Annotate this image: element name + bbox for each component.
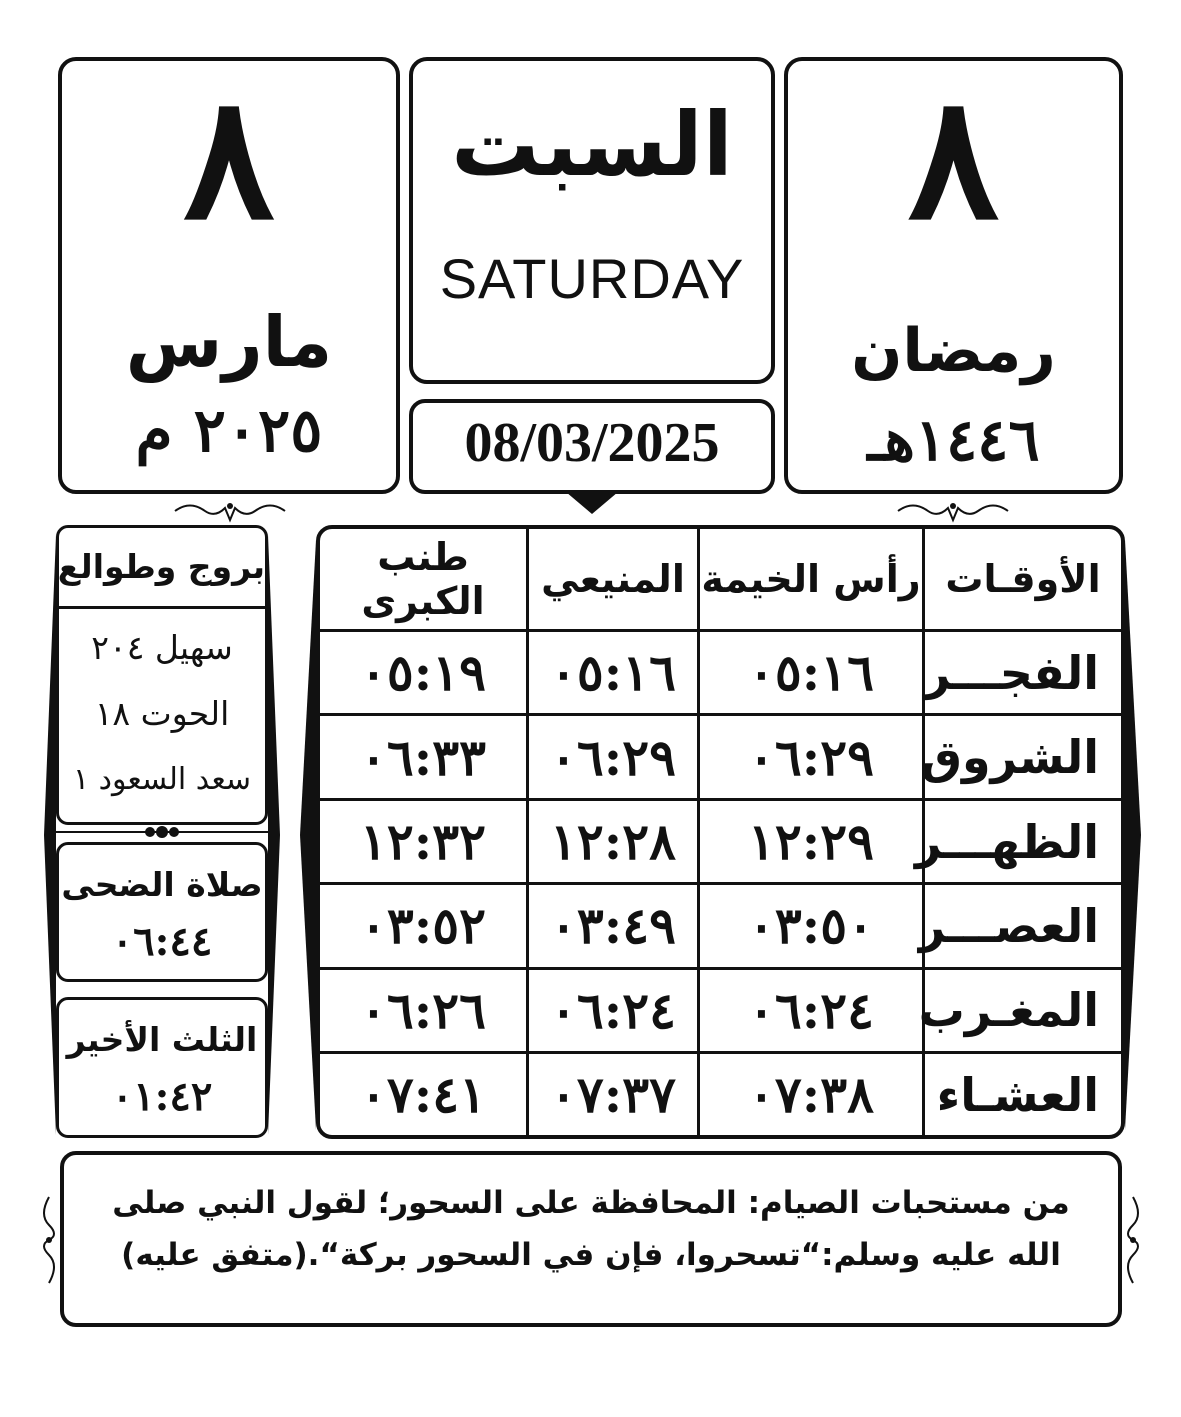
duha-title: صلاة الضحى bbox=[61, 865, 263, 904]
prayer-time: ٠٧:٤١ bbox=[320, 1053, 528, 1135]
prayer-time: ٠٦:٣٣ bbox=[320, 715, 528, 799]
header-ras-al-khaimah: رأس الخيمة bbox=[699, 529, 924, 631]
gregorian-day: ٨ bbox=[183, 58, 275, 258]
prayer-time: ٠٥:١٩ bbox=[320, 631, 528, 715]
last-third-time: ٠١:٤٢ bbox=[111, 1073, 213, 1120]
stars-item: سهيل ٢٠٤ bbox=[91, 628, 233, 667]
stars-item: الحوت ١٨ bbox=[94, 694, 230, 733]
hijri-month: رمضان bbox=[851, 316, 1056, 386]
hadith-box bbox=[60, 1151, 1122, 1327]
hijri-year: ١٤٤٦هـ bbox=[867, 406, 1040, 474]
last-third-title: الثلث الأخير bbox=[66, 1020, 258, 1059]
prayer-name: الظهـــر bbox=[924, 799, 1122, 883]
panel-divider-ornament bbox=[56, 822, 268, 842]
panel-side-ornament-right bbox=[266, 535, 282, 1135]
prayer-time: ٠٣:٥٠ bbox=[699, 884, 924, 968]
header-greater-tunb: طنب الكبرى bbox=[320, 529, 528, 631]
prayer-name: الشروق bbox=[924, 715, 1122, 799]
prayer-time: ٠٣:٥٢ bbox=[320, 884, 528, 968]
prayer-time: ٠٥:١٦ bbox=[699, 631, 924, 715]
prayer-time: ٠٦:٢٤ bbox=[528, 968, 699, 1052]
numeric-date-box bbox=[409, 399, 775, 494]
prayer-name: المغـرب bbox=[924, 968, 1122, 1052]
table-side-ornament-left bbox=[298, 540, 318, 1130]
weekday-english: SATURDAY bbox=[439, 247, 745, 310]
table-row bbox=[320, 631, 1121, 715]
hadith-text: من مستحبات الصيام: المحافظة على السحور؛ لقول النبي صلى الله عليه وسلم:“تسحروا، فإن في السحور بركة“.(متفق عليه) bbox=[112, 1185, 1070, 1273]
ornament-left bbox=[170, 498, 290, 524]
hijri-day: ٨ bbox=[907, 58, 1000, 258]
prayer-time: ٠٦:٢٩ bbox=[528, 715, 699, 799]
table-row bbox=[320, 884, 1121, 968]
stars-title: بروج وطوالع bbox=[59, 528, 265, 609]
duha-panel bbox=[56, 842, 268, 982]
prayer-times-table bbox=[316, 525, 1125, 1139]
last-third-panel bbox=[56, 997, 268, 1138]
stars-item: سعد السعود ١ bbox=[72, 762, 252, 797]
table-row bbox=[320, 799, 1121, 883]
header-times: الأوقـات bbox=[924, 529, 1122, 631]
prayer-name: الفجـــر bbox=[924, 631, 1122, 715]
gregorian-year: ٢٠٢٥ م bbox=[135, 396, 323, 466]
prayer-time: ٠٦:٢٩ bbox=[699, 715, 924, 799]
duha-time: ٠٦:٤٤ bbox=[111, 918, 213, 965]
prayer-time: ١٢:٢٩ bbox=[699, 799, 924, 883]
prayer-name: العصـــر bbox=[924, 884, 1122, 968]
numeric-date: 08/03/2025 bbox=[464, 412, 720, 474]
gregorian-month: مارس bbox=[125, 301, 333, 383]
stars-panel bbox=[56, 525, 268, 825]
prayer-time: ٠٣:٤٩ bbox=[528, 884, 699, 968]
weekday-arabic: السبت bbox=[451, 93, 733, 196]
table-row bbox=[320, 715, 1121, 799]
prayer-time: ١٢:٣٢ bbox=[320, 799, 528, 883]
hijri-date-box bbox=[784, 57, 1123, 494]
ornament-right bbox=[893, 498, 1013, 524]
prayer-time: ٠٧:٣٧ bbox=[528, 1053, 699, 1135]
table-side-ornament-right bbox=[1123, 540, 1143, 1130]
quote-ornament-right bbox=[1120, 1195, 1146, 1285]
weekday-box bbox=[409, 57, 775, 384]
date-pointer bbox=[566, 492, 618, 514]
quote-ornament-left bbox=[36, 1195, 62, 1285]
prayer-time: ٠٧:٣٨ bbox=[699, 1053, 924, 1135]
prayer-time: ١٢:٢٨ bbox=[528, 799, 699, 883]
prayer-name: العشـاء bbox=[924, 1053, 1122, 1135]
table-row bbox=[320, 968, 1121, 1052]
prayer-time: ٠٦:٢٦ bbox=[320, 968, 528, 1052]
prayer-time: ٠٦:٢٤ bbox=[699, 968, 924, 1052]
prayer-time: ٠٥:١٦ bbox=[528, 631, 699, 715]
header-munai: المنيعي bbox=[528, 529, 699, 631]
gregorian-date-box bbox=[58, 57, 400, 494]
table-row bbox=[320, 1053, 1121, 1135]
